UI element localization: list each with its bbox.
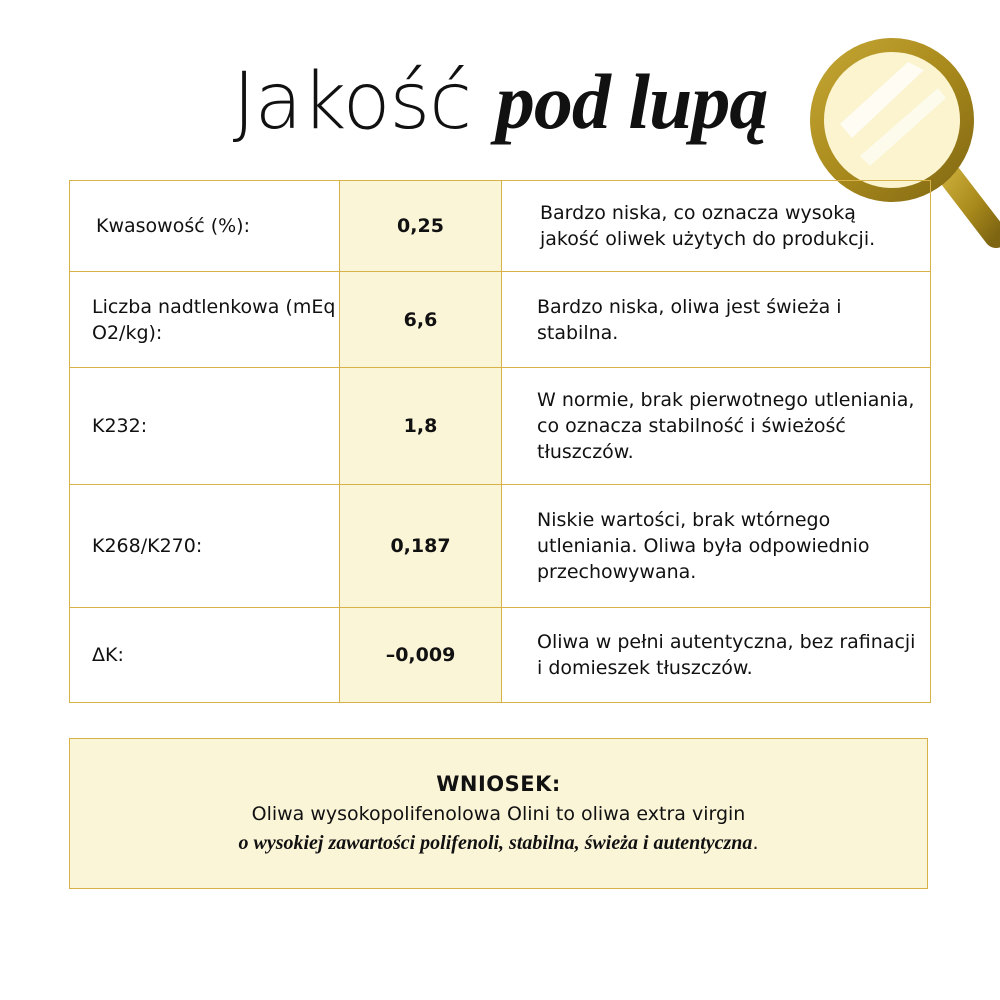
row-value: 0,25 [340, 181, 502, 272]
conclusion-emphasis: o wysokiej zawartości polifenoli, stabilna, świeża i autentyczna [238, 832, 753, 854]
table-row [70, 272, 931, 368]
table-row [70, 608, 931, 703]
row-label: Liczba nadtlenkowa (mEq O2/kg): [70, 272, 340, 368]
row-value: –0,009 [340, 608, 502, 703]
row-value: 0,187 [340, 485, 502, 608]
row-value: 6,6 [340, 272, 502, 368]
row-label: K268/K270: [70, 485, 340, 608]
row-description: Niskie wartości, brak wtórnego utleniania. Oliwa była odpowiednio przechowywana. [502, 485, 931, 608]
title-light-part: Jakość [232, 57, 472, 147]
table-row [70, 368, 931, 485]
row-label: ΔK: [70, 608, 340, 703]
conclusion-line-2 [70, 830, 927, 857]
row-label: K232: [70, 368, 340, 485]
conclusion-line-1: Oliwa wysokopolifenolowa Olini to oliwa extra virgin [251, 803, 746, 825]
table-row [70, 485, 931, 608]
conclusion-box [69, 738, 928, 889]
table-row [70, 181, 931, 272]
conclusion-line-end: . [752, 832, 759, 854]
row-description: Bardzo niska, co oznacza wysoką jakość oliwek użytych do produkcji. [502, 181, 931, 272]
title-bold-part: pod lupą [495, 58, 768, 145]
conclusion-heading: WNIOSEK: [436, 772, 561, 796]
row-label: Kwasowość (%): [70, 181, 340, 272]
quality-table [69, 180, 931, 703]
row-value: 1,8 [340, 368, 502, 485]
row-description: W normie, brak pierwotnego utleniania, co oznacza stabilność i świeżość tłuszczów. [502, 368, 931, 485]
row-description: Bardzo niska, oliwa jest świeża i stabilna. [502, 272, 931, 368]
row-description: Oliwa w pełni autentyczna, bez rafinacji i domieszek tłuszczów. [502, 608, 931, 703]
